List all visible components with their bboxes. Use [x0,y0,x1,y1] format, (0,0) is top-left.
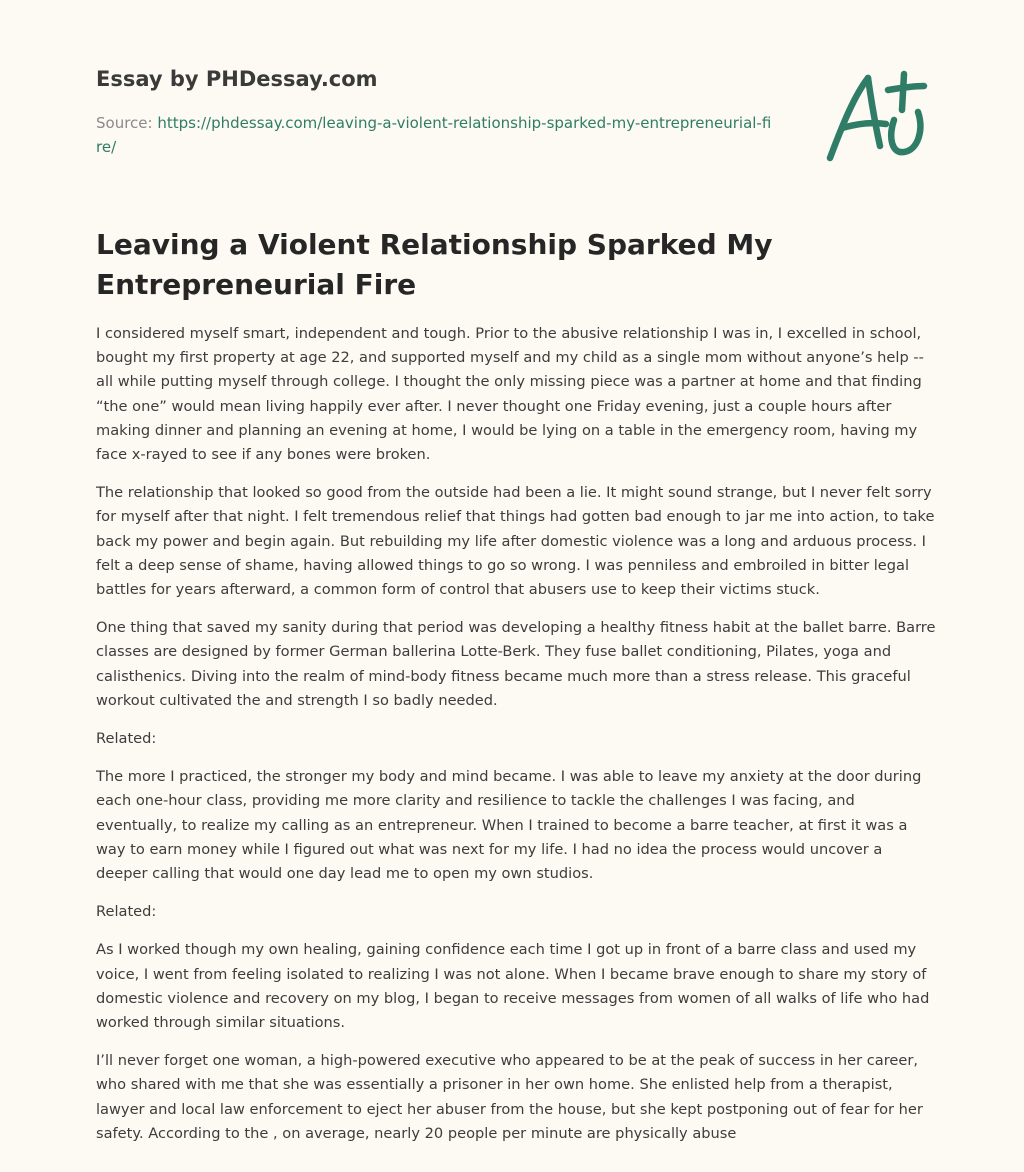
source-link[interactable]: https://phdessay.com/leaving-a-violent-relationship-sparked-my-entrepreneurial-fire/ [96,114,772,156]
essay-title: Leaving a Violent Relationship Sparked My Entrepreneurial Fire [96,228,773,301]
source-line [96,111,776,159]
essay-paragraph: One thing that saved my sanity during that period was developing a healthy fitness habit at the ballet barre. Barre classes are designed by former German ballerina Lotte-Berk. They fuse ballet conditioning, Pilates, yoga and calisthenics. Diving into the realm of mind-body fitness became much more than a stress release. This graceful workout cultivated the and strength I so badly needed. [96,619,936,709]
essay-paragraph: As I worked though my own healing, gaining confidence each time I got up in front of a barre class and used my voice, I went from feeling isolated to realizing I was not alone. When I became brave enough to share my story of domestic violence and recovery on my blog, I began to receive messages from women of all walks of life who had worked through similar situations. [96,941,930,1032]
essay-body [96,322,936,1160]
related-label: Related: [96,730,157,748]
source-label: Source: [96,114,158,132]
essay-paragraph: The relationship that looked so good from the outside had been a lie. It might sound strange, but I never felt sorry for myself after that night. I felt tremendous relief that things had gotten bad enough to jar me into action, to take back my power and begin again. But rebuilding my life after domestic violence was a long and arduous process. I felt a deep sense of shame, having allowed things to go so wrong. I was penniless and embroiled in bitter legal battles for years afterward, a common form of control that abusers use to keep their victims stuck. [96,484,935,599]
essay-paragraph: I’ll never forget one woman, a high-powered executive who appeared to be at the peak of success in her career, who shared with me that she was essentially a prisoner in her own home. She enlisted help from a therapist, lawyer and local law enforcement to eject her abuser from the house, but she kept postponing out of fear for her safety. According to the , on average, nearly 20 people per minute are physically abuse [96,1052,923,1142]
related-label: Related: [96,903,157,921]
site-title: Essay by PHDessay.com [96,67,378,91]
a-plus-logo-icon [824,66,928,166]
essay-paragraph: The more I practiced, the stronger my body and mind became. I was able to leave my anxiety at the door during each one-hour class, providing me more clarity and resilience to tackle the challenges I was facing, and eventually, to realize my calling as an entrepreneur. When I trained to become a barre teacher, at first it was a way to earn money while I figured out what was next for my life. I had no idea the process would uncover a deeper calling that would one day lead me to open my own studios. [96,768,922,883]
essay-paragraph: I considered myself smart, independent and tough. Prior to the abusive relationship I was in, I excelled in school, bought my first property at age 22, and supported myself and my child as a single mom without anyone’s help -- all while putting myself through college. I thought the only missing piece was a partner at home and that finding “the one” would mean living happily ever after. I never thought one Friday evening, just a couple hours after making dinner and planning an evening at home, I would be lying on a table in the emergency room, having my face x-rayed to see if any bones were broken. [96,325,924,464]
